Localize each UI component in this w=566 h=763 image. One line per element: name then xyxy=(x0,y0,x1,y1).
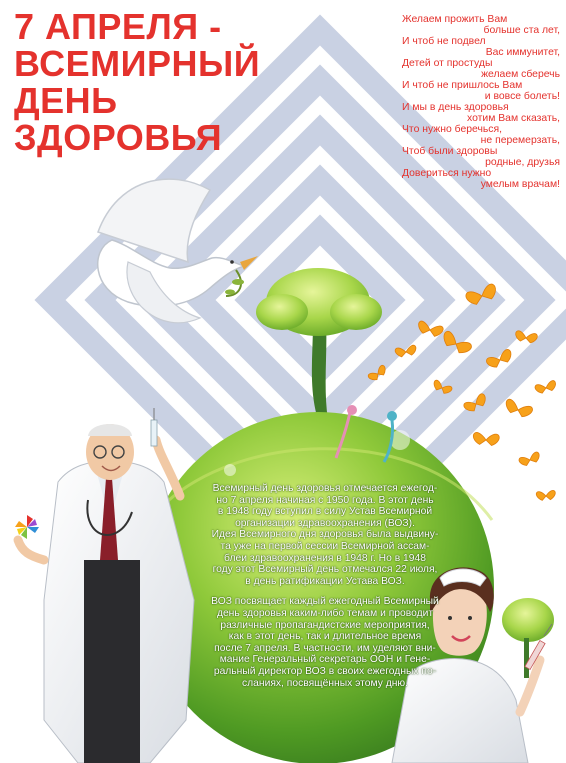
body-line: ральный директор ВОЗ в своих ежегодных по- xyxy=(213,665,437,677)
body-line: ВОЗ посвящает каждый ежегодный Всемирный xyxy=(211,596,439,608)
poem-line: не перемерзать, xyxy=(480,135,560,146)
poem-line: Желаем прожить Вам xyxy=(402,14,508,25)
poem-line: хотим Вам сказать, xyxy=(467,113,560,124)
body-line: Идея Всемирного дня здоровья была выдвину- xyxy=(211,529,439,541)
body-line: в день ратификации Устава ВОЗ. xyxy=(245,575,405,587)
poem-line: Детей от простуды xyxy=(402,58,493,69)
title-line: ДЕНЬ xyxy=(14,80,118,121)
paragraph-history xyxy=(184,483,466,587)
greeting-poem xyxy=(402,14,560,190)
poem-line: И чтоб не пришлось Вам xyxy=(402,80,523,91)
body-line: как в этот день, так и длительное время xyxy=(228,631,422,643)
poem-line: Довериться нужно xyxy=(402,168,492,179)
body-line: в 1948 году вступил в силу Устав Всемирной xyxy=(217,506,433,518)
body-line: мание Генеральный секретарь ООН и Гене- xyxy=(219,654,431,666)
body-line: сланиях, посвящённых этому дню. xyxy=(242,677,408,689)
poem-line: умелым врачам! xyxy=(480,179,560,190)
page-title xyxy=(14,8,260,156)
poem-line: желаем сберечь xyxy=(481,69,560,80)
poem-line: Чтоб были здоровы xyxy=(402,146,498,157)
title-line: 7 АПРЕЛЯ - xyxy=(14,6,222,47)
body-line: блеи здравоохранения в 1948 г. Но в 1948 xyxy=(224,552,426,564)
body-line: Всемирный день здоровья отмечается ежегод- xyxy=(212,483,438,494)
body-line: организации здравоохранения (ВОЗ). xyxy=(235,517,415,529)
title-line: ЗДОРОВЬЯ xyxy=(14,117,223,158)
body-line: году этот Всемирный день отмечался 22 июля, xyxy=(212,564,438,576)
body-line: но 7 апреля начиная с 1950 года. В этот день xyxy=(216,494,434,506)
body-line: день здоровья каким-либо темам и проводит xyxy=(216,607,434,619)
title-line: ВСЕМИРНЫЙ xyxy=(14,43,261,84)
poem-line: и вовсе болеть! xyxy=(484,91,560,102)
elderly-doctor xyxy=(18,408,194,763)
poem-line: родные, друзья xyxy=(485,157,560,168)
body-text xyxy=(184,483,466,698)
poem-line: И чтоб не подвел xyxy=(402,36,486,47)
body-line: различные пропагандистские мероприятия, xyxy=(220,619,430,631)
body-line: после 7 апреля. В частности, им уделяют вни- xyxy=(214,642,436,654)
poem-line: больше ста лет, xyxy=(483,25,560,36)
pinwheel xyxy=(15,515,39,539)
body-line: та уже на первой сессии Всемирной ассам- xyxy=(220,540,430,552)
poem-line: Вас иммунитет, xyxy=(485,47,560,58)
tree xyxy=(256,268,382,420)
poem-line: И мы в день здоровья xyxy=(402,102,509,113)
poem-line: Что нужно беречься, xyxy=(402,124,502,135)
paragraph-themes xyxy=(184,596,466,689)
